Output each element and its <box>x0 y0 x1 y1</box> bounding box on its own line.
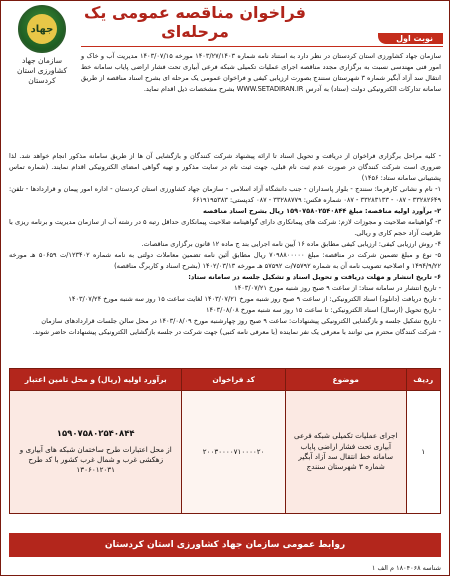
org-logo-box <box>9 5 75 93</box>
subject-cell: اجرای عملیات تکمیلی شبکه فرعی آبیاری تحت فشار اراضی پایاب سامانه خط انتقال سد آزاد آبگیر شماره ۳ شهرستان سنندج <box>285 391 406 514</box>
paragraph: - تاریخ دریافت (دانلود) اسناد الکترونیکی: از ساعت ۹ صبح روز شنبه مورخ ۱۴۰۳/۰۷/۲۱ لغایت ساعت ۱۵ روز سه شنبه مورخ ۱۴۰۳/۰۷/۲۴ <box>68 295 441 303</box>
column-header: برآورد اولیه (ریال) و محل تامین اعتبار <box>10 369 182 391</box>
logo-emblem-icon <box>27 14 57 44</box>
intro-paragraph: سازمان جهاد کشاورزی استان کردستان در نظر دارد به استناد نامه شماره ۱۴۰۳/۲۷/۱۴۰۳ مورخه ۱۴۰۳/۰۷/۱۵ مدیریت آب و خاک و امور فنی مهندسی نسبت به برگزاری مجدد مناقصه اجرای عملیات تکمیلی شبکه فرعی آبیاری تحت فشار اراضی پایاب سامانه خط انتقال سد آزاد آبگیر شماره ۳ شهرستان سنندج بصورت ارزیابی کیفی و فراخوان عمومی یک مرحله ای بشرح اسناد مناقصه از طریق سامانه تدارکات الکترونیکی دولت (ستاد) به آدرس WWW.SETADIRAN.IR بشرح مشخصات ذیل اقدام نماید. <box>81 52 441 93</box>
column-header: موضوع <box>285 369 406 391</box>
paragraph: ۶- تاریخ انتشار و مهلت دریافت و تحویل اسناد و تشکیل جلسه در سامانه ستاد: <box>188 273 441 281</box>
badge-row <box>81 33 443 47</box>
footer-note: شناسه ۱۸۰۴۰۶۸ م الف ۱ <box>371 564 441 572</box>
paragraph: - تاریخ انتشار در سامانه ستاد: از ساعت ۹ صبح روز شنبه مورخ ۱۴۰۳/۰۷/۲۱ <box>234 284 441 292</box>
paragraph: ۲- برآورد اولیه مناقصه: مبلغ ۱۵۹۰۷۵۸۰۲۵۴۰۸۴۴ ریال بشرح اسناد مناقصه <box>203 207 441 215</box>
page-title: فراخوان مناقصه عمومی یک مرحله‌ای <box>84 3 306 41</box>
divider <box>81 46 443 47</box>
paragraph: ۴- روش ارزیابی کیفی: ارزیابی کیفی مطابق ماده ۱۶ آیین نامه اجرایی بند ج ماده ۱۲ قانون برگزاری مناقصات. <box>141 240 441 248</box>
column-header: ردیف <box>406 369 440 391</box>
notice-body <box>9 151 441 338</box>
funding-source: از محل اعتبارات طرح ساختمان شبکه های آبیاری و زهکشی غرب و شمال غرب کشور با کد طرح ۱۳۰۶۰۱۲۰۳۱ <box>19 444 172 475</box>
table-row <box>10 391 441 514</box>
org-logo <box>18 5 66 53</box>
tender-code-cell: ۲۰۰۳۰۰۰۰۷۱۰۰۰۰۲۰ <box>182 391 285 514</box>
logo-text: جهاد <box>30 23 54 35</box>
estimate-amount: ۱۵۹۰۷۵۸۰۲۵۴۰۸۴۴ <box>56 429 135 440</box>
row-number: ۱ <box>406 391 440 514</box>
amount-cell <box>10 391 182 514</box>
paragraph: ۳- گواهینامه صلاحیت و مجوزات لازم: شرکت های پیمانکاری دارای گواهینامه صلاحیت پیمانکاری حداقل رتبه ۵ در رشته آب از سازمان مدیریت و برنامه ریزی با ظرفیت آزاد حجم کاری و ریالی. <box>9 218 441 237</box>
footer-banner: روابط عمومی سازمان جهاد کشاورزی استان کردستان <box>9 533 441 557</box>
tender-table <box>9 368 441 514</box>
paragraph: ۱- نام و نشانی کارفرما: سنندج - بلوار پاسداران - جنب دانشگاه آزاد اسلامی - سازمان جهاد کشاورزی استان کردستان - اداره امور پیمان و قراردادها - تلفن: ۳۳۲۸۲۶۴۹ - ۰۸۷ - ۳۳۲۸۳۱۳۳ - ۰۸۷ شماره فکس: ۳۳۲۸۸۷۷۹ - ۰۸۷ کدپستی: ۶۶۱۹۱۹۵۳۸۳ <box>9 185 441 204</box>
paragraph: - تاریخ تشکیل جلسه و بازگشایی الکترونیکی پیشنهادات: ساعت ۹ صبح روز چهارشنبه مورخ ۱۴۰۳/۰۸/۰۹ در محل سالن جلسات قراردادهای سازمان <box>41 317 441 325</box>
paragraph: - شرکت کنندگان محترم می توانند با معرفی یک نفر نماینده (با معرفی نامه کتبی) جهت شرکت در جلسه بازگشایی الکترونیکی پیشنهادات حاضر شوند. <box>32 328 441 336</box>
table-header-row <box>10 369 441 391</box>
paragraph: - تاریخ تحویل (ارسال) اسناد الکترونیکی: تا ساعت ۱۵ روز سه شنبه مورخ ۱۴۰۳/۰۸/۰۸ <box>205 306 441 314</box>
org-name: سازمان جهاد کشاورزی استان کردستان <box>16 56 68 85</box>
paragraph: ۵- نوع و مبلغ تضمین شرکت در مناقصه: مبلغ ۷۰۹۸۸۰۰۰۰۰ ریال مطابق آئین نامه تضمین معاملات دولتی به نامه شماره ۱۲۳۴۰۲/ت ۵۰۶۵۹ هـ مورخه ۱۴۹۴/۹/۲۲ و اصلاحیه تصویب نامه آن به شماره ۷۵۷۹۲/ت ۵۷۵۹۲ هـ مورخه ۱۴۰۲/۰۳/۱۳ (بشرح اسناد و کاربرگ مناقصه) <box>9 251 441 270</box>
column-header: کد فراخوان <box>182 369 285 391</box>
round-badge: نوبت اول <box>378 33 443 44</box>
paragraph: - کلیه مراحل برگزاری فراخوان از دریافت و تحویل اسناد تا ارائه پیشنهاد شرکت کنندگان و بازگشایی آن ها از طریق سامانه مذکور انجام خواهد شد. لذا ضروری است شرکت کنندگان در صورت عدم ثبت نام قبلی، جهت ثبت نام در سایت مذکور و تهیه گواهی امضای الکترونیکی اقدام نمایند. (شماره تماس پشتیبانی سامانه ستاد: ۱۴۵۶) <box>9 152 441 182</box>
